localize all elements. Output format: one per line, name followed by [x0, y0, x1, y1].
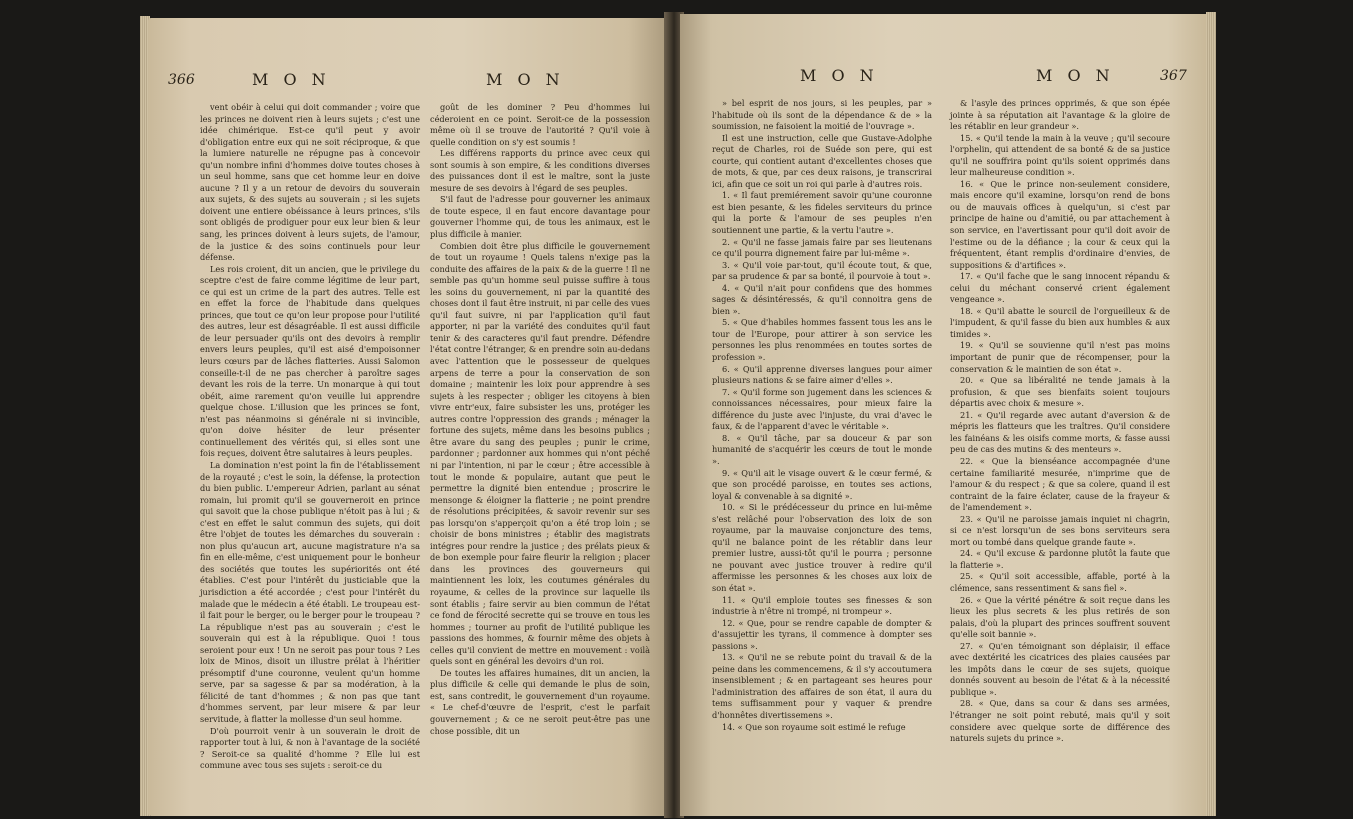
- paragraph: 20. « Que sa libéralité ne tende jamais à la profusion, & que ses bienfaits soient toujours départis avec choix & mesure ».: [950, 375, 1170, 409]
- paragraph: 12. « Que, pour se rendre capable de dompter & d'assujettir les tyrans, il commence à dompter ses passions ».: [712, 617, 932, 651]
- paragraph: 1. « Il faut premiérement savoir qu'une couronne est bien pesante, & les fideles serviteurs du prince qui la porte & l'amour de ses peuples n'en soutiennent une partie, & la vertu l'autre ».: [712, 190, 932, 236]
- right-page-column-2: [950, 98, 1170, 745]
- left-page-column-1: [200, 102, 420, 772]
- right-page: [680, 14, 1210, 816]
- paragraph: Il est une instruction, celle que Gustave-Adolphe reçut de Charles, roi de Suéde son pere, qui est courte, qui contient autant d'excellentes choses que de mots, & que, par ces deux raisons, je transcrirai ici, afin que ce soit un roi qui parle à d'autres rois.: [712, 132, 932, 189]
- paragraph: 28. « Que, dans sa cour & dans ses armées, l'étranger ne soit point rebuté, mais qu'il y soit considere avec quelque sorte de différence des naturels sujets du prince ».: [950, 698, 1170, 744]
- paragraph: 2. « Qu'il ne fasse jamais faire par ses lieutenans ce qu'il pourra dignement faire par lui-même ».: [712, 236, 932, 259]
- paragraph: Les différens rapports du prince avec ceux qui sont soumis à son empire, & les conditions diverses des puissances dont il est le maître, sont la juste mesure de ses devoirs à l'égard de ses peuples.: [430, 148, 650, 193]
- paragraph: 10. « Si le prédécesseur du prince en lui-même s'est relâché pour l'observation des loix de son royaume, par la mauvaise conjoncture des tems, qu'il ne balance point de les rétablir dans leur premier lustre, aussi-tôt qu'il le pourra ; personne ne pouvant avec justice trouver à redire qu'il affermisse les personnes & les choses aux loix de son état ».: [712, 502, 932, 593]
- paragraph: Les rois croient, dit un ancien, que le privilege du sceptre c'est de faire comme légitime de leur part, ce qui est un crime de la part des autres. Telle est en effet la force de l'habitude dans quelques princes, que tout ce qu'on leur propose pour l'utilité des autres, leur est désagréable. Il est aussi difficile de leur persuader qu'ils ont des devoirs à remplir envers leurs peuples, qu'il est aisé d'empoisonner leurs cœurs par de lâches flatteries. Aussi Salomon conseille-t-il de ne pas chercher à paroître sages devant les rois de la terre. Un monarque à qui tout obéit, aime rarement qu'on veuille lui apprendre quelque chose. L'illusion que les princes se font, n'est pas néanmoins si générale ni si invincible, qu'on doive hésiter de leur présenter continuellement des vérités qui, si elles sont une fois reçues, doivent être salutaires à leurs peuples.: [200, 263, 420, 459]
- page-edge-right: [1206, 12, 1216, 816]
- paragraph: goût de les dominer ? Peu d'hommes lui céderoient en ce point. Seroit-ce de la possession même où il se trouve de l'autorité ? Qu'il voie à quelle condition on s'y est soumis !: [430, 102, 650, 147]
- right-page-number: 367: [1160, 68, 1187, 84]
- right-header-title-1: M O N: [800, 66, 879, 85]
- left-header-title-1: M O N: [252, 70, 331, 89]
- left-page: [148, 18, 670, 816]
- right-page-column-1: [712, 98, 932, 733]
- paragraph: 21. « Qu'il regarde avec autant d'aversion & de mépris les flatteurs que les traîtres. Qu'il considere les fainéans & les oisifs comme morts, & fasse aussi peu de cas des mutins & des menteurs ».: [950, 409, 1170, 455]
- paragraph: 25. « Qu'il soit accessible, affable, porté à la clémence, sans ressentiment & sans fiel ».: [950, 571, 1170, 593]
- paragraph: 17. « Qu'il fache que le sang innocent répandu & celui du méchant conservé crient également vengeance ».: [950, 271, 1170, 305]
- paragraph: & l'asyle des princes opprimés, & que son épée jointe à sa réputation ait l'avantage & la gloire de les rétablir en leur grandeur ».: [950, 98, 1170, 132]
- right-header-title-2: M O N: [1036, 66, 1115, 85]
- left-page-header: [148, 70, 670, 92]
- left-page-number: 366: [168, 72, 195, 88]
- paragraph: 5. « Que d'habiles hommes fassent tous les ans le tour de l'Europe, pour attirer à son service les personnes les plus renommées en toutes sortes de profession ».: [712, 317, 932, 363]
- paragraph: 8. « Qu'il tâche, par sa douceur & par son humanité de s'acquérir les cœurs de tout le monde ».: [712, 432, 932, 466]
- paragraph: Combien doit être plus difficile le gouvernement de tout un royaume ! Quels talens n'exige pas la conduite des affaires de la paix & de la guerre ! Il ne semble pas qu'un homme seul puisse suffire à tous les soins du gouvernement, ni par la quantité des choses dont il faut être instruit, ni par celle des vues qu'il faut suivre, ni par l'application qu'il faut apporter, ni par la variété des conduites qu'il faut tenir & des caracteres qu'il faut prendre. Défendre l'état contre l'étranger, & en prendre soin au-dedans avec l'attention que le possesseur de quelques arpens de terre a pour la conservation de son domaine ; maintenir les loix pour apprendre à ses sujets à les respecter ; obliger les citoyens à bien vivre entr'eux, faire subsister les uns, protéger les autres contre l'oppression des grands ; ménager la fortune des sujets, même dans les besoins publics ; être avare du sang des peuples ; punir le crime, pardonner ; pardonner aux hommes qui n'ont péché ni par l'intention, ni par le cœur ; être accessible à tout le monde & populaire, autant que peut le permettre la dignité bien entendue ; proscrire le mensonge & éloigner la flatterie ; ne point prendre de résolutions précipitées, & savoir revenir sur ses pas lorsqu'on s'apperçoit qu'on a été trop loin ; se choisir de bons ministres ; établir des magistrats intégres pour rendre la justice ; des prélats pieux & de bon exemple pour faire fleurir la religion ; placer dans les provinces des gouverneurs qui maintiennent les loix, les coutumes générales du royaume, & celles de la province sur laquelle ils sont établis ; faire servir au bien commun de l'état ce fond de férocité secrette qui se trouve en tous les hommes ; tourner au profit de l'utilité publique les passions des hommes, & fournir même des objets à celles qu'il convient de mettre en mouvement : voilà quels sont en général les devoirs d'un roi.: [430, 240, 650, 667]
- paragraph: 7. « Qu'il forme son jugement dans les sciences & connoissances nécessaires, pour mieux faire la différence du juste avec l'injuste, du vrai d'avec le faux, & de l'apparent d'avec le véritable ».: [712, 386, 932, 432]
- paragraph: 26. « Que la vérité pénétre & soit reçue dans les lieux les plus secrets & les plus retirés de son palais, d'où la plupart des princes souffrent souvent qu'elle soit bannie ».: [950, 594, 1170, 640]
- left-page-column-2: [430, 102, 650, 737]
- right-page-header: [680, 66, 1210, 88]
- paragraph: 11. « Qu'il emploie toutes ses finesses & son industrie à n'être ni trompé, ni trompeur ».: [712, 594, 932, 617]
- paragraph: 22. « Que la bienséance accompagnée d'une certaine familiarité mesurée, n'imprime que de l'amour & du respect ; & que sa colere, quand il est contraint de la faire éclater, cause de la frayeur & de l'amendement ».: [950, 455, 1170, 513]
- paragraph: 19. « Qu'il se souvienne qu'il n'est pas moins important de punir que de récompenser, pour la conservation & le maintien de son état ».: [950, 340, 1170, 374]
- left-header-title-2: M O N: [486, 70, 565, 89]
- paragraph: D'où pourroit venir à un souverain le droit de rapporter tout à lui, & non à l'avantage de la société ? Seroit-ce sa qualité d'homme ? Elle lui est commune avec tous ses sujets : seroit-ce du: [200, 725, 420, 771]
- paragraph: 13. « Qu'il ne se rebute point du travail & de la peine dans les commencemens, & il s'y accoutumera insensiblement ; & en partageant ses heures pour l'administration des affaires de son état, il aura du tems suffisamment pour y vaquer & prendre d'honnêtes divertissemens ».: [712, 652, 932, 720]
- paragraph: 9. « Qu'il ait le visage ouvert & le cœur fermé, & que son procédé paroisse, en toutes ses actions, loyal & convenable à sa dignité ».: [712, 467, 932, 501]
- paragraph: vent obéir à celui qui doit commander ; voire que les princes ne doivent rien à leurs sujets ; c'est une idée chimérique. Est-ce qu'il peut y avoir d'obligation entre eux qui ne soit réciproque, & que la lumiere naturelle ne répugne pas à concevoir qu'un nombre infini d'hommes doive toutes choses à un seul homme, sans que cet homme leur en doive aucune ? Il y a un retour de devoirs du souverain aux sujets, & des sujets au souverain ; si les sujets doivent une entiere obéissance à leurs princes, s'ils sont obligés de prodiguer pour eux leur bien & leur sang, les princes doivent à leurs sujets, de l'amour, de la justice & des soins continuels pour leur défense.: [200, 102, 420, 263]
- paragraph: » bel esprit de nos jours, si les peuples, par » l'habitude où ils sont de la dépendance & de » la soumission, ne faisoient la moitié de l'ouvrage ».: [712, 98, 932, 132]
- paragraph: 23. « Qu'il ne paroisse jamais inquiet ni chagrin, si ce n'est lorsqu'un de ses bons serviteurs sera mort ou tombé dans quelque grande faute ».: [950, 513, 1170, 547]
- paragraph: 6. « Qu'il apprenne diverses langues pour aimer plusieurs nations & se faire aimer d'elles ».: [712, 363, 932, 386]
- paragraph: 18. « Qu'il abatte le sourcil de l'orgueilleux & de l'impudent, & qu'il fasse du bien aux humbles & aux timides ».: [950, 305, 1170, 339]
- paragraph: 14. « Que son royaume soit estimé le refuge: [722, 721, 906, 732]
- paragraph: 16. « Que le prince non-seulement considere, mais encore qu'il examine, lorsqu'on rend de bons ou de mauvais offices à quelqu'un, si c'est par principe de haine ou d'amitié, ou par attachement à son service, en l'avertissant pour qu'il doit avoir de l'estime ou de la défiance ; la cour & ceux qui la fréquentent, étant remplis d'ordinaire d'envies, de suppositions & d'artifices ».: [950, 178, 1170, 270]
- paragraph: La domination n'est point la fin de l'établissement de la royauté ; c'est le soin, la défense, la protection du bien public. L'empereur Adrien, parlant au sénat romain, lui promit qu'il se gouverneroit en prince qui savoit que la chose publique n'étoit pas à lui ; & c'est en effet le salut commun des sujets, qui doit être l'objet de toutes les démarches du souverain : non plus qu'aucun art, aucune magistrature n'a sa fin en elle-même, c'est uniquement pour le bonheur des sociétés que toutes les supériorités ont été établies. C'est pour l'intérêt du justiciable que la jurisdiction a été accordée ; c'est pour l'intérêt du malade que le médecin a été établi. Le troupeau est-il fait pour le berger, ou le berger pour le troupeau ? La république n'est pas au souverain ; c'est le souverain qui est à la république. Quoi ! tous seroient pour eux ! Un ne seroit pas pour tous ? Les loix de Minos, disoit un illustre prélat à l'héritier présomptif d'une couronne, veulent qu'un homme serve, par sa sagesse & par sa modération, à la félicité de tant d'hommes ; & non pas que tant d'hommes servent, par leur misere & par leur servitude, à flatter la mollesse d'un seul homme.: [200, 459, 420, 724]
- paragraph: 3. « Qu'il voie par-tout, qu'il écoute tout, & que, par sa prudence & par sa bonté, il pourvoie à tout ».: [712, 259, 932, 282]
- paragraph: S'il faut de l'adresse pour gouverner les animaux de toute espece, il en faut encore davantage pour gouverner l'homme qui, de tous les animaux, est le plus difficile à manier.: [430, 194, 650, 240]
- paragraph: 15. « Qu'il tende la main à la veuve ; qu'il secoure l'orphelin, qui attendent de sa bonté & de sa justice qu'il ne souffrira point qu'ils soient opprimés dans leur malheureuse condition ».: [950, 132, 1170, 178]
- paragraph: 24. « Qu'il excuse & pardonne plutôt la faute que la flatterie ».: [950, 548, 1170, 570]
- paragraph: 4. « Qu'il n'ait pour confidens que des hommes sages & désintéressés, & qu'il connoitra gens de bien ».: [712, 282, 932, 316]
- paragraph: 27. « Qu'en témoignant son déplaisir, il efface avec dextérité les cicatrices des plaies causées par les impôts dans le cœur de ses sujets, quoique donnés souvent au besoin de l'état & à la nécessité publique ».: [950, 640, 1170, 697]
- paragraph: De toutes les affaires humaines, dit un ancien, la plus difficile & celle qui demande le plus de soin, est, sans contredit, le gouvernement d'un royaume. « Le chef-d'œuvre de l'esprit, c'est le parfait gouvernement ; & ce ne seroit peut-être pas une chose possible, dit un: [430, 667, 650, 736]
